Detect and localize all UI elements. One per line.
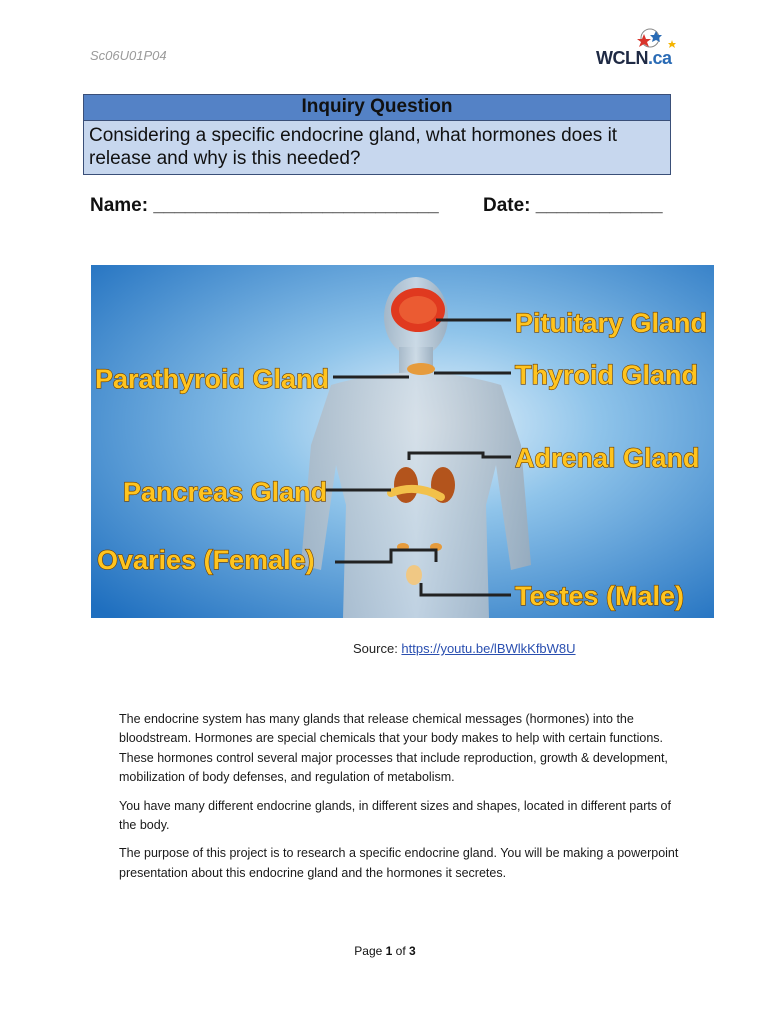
wcln-logo [596, 28, 696, 72]
logo-stars-icon [596, 28, 696, 50]
body-text [119, 710, 679, 892]
endocrine-system-figure [91, 265, 714, 618]
label-testes-male: Testes (Male) [515, 581, 685, 611]
inquiry-question-box [83, 94, 671, 175]
source-link[interactable]: https://youtu.be/lBWlkKfbW8U [401, 641, 576, 656]
footer-page-word: Page [354, 944, 386, 958]
footer-of-word: of [392, 944, 410, 958]
endocrine-diagram [91, 265, 714, 618]
name-field[interactable]: Name: ___________________________ [90, 195, 439, 216]
label-pituitary-gland: Pituitary Gland [515, 308, 708, 338]
inquiry-title: Inquiry Question [84, 95, 670, 121]
logo-text-suffix: .ca [647, 48, 672, 68]
page-footer [0, 944, 770, 958]
paragraph-glands-location: You have many different endocrine glands, in different sizes and shapes, located in different parts of the body. [119, 798, 671, 833]
thyroid-icon [407, 363, 435, 375]
inquiry-question-line1: Considering a specific endocrine gland, what hormones does it [89, 125, 618, 146]
date-field[interactable]: Date: ____________ [483, 195, 663, 216]
label-pancreas-gland: Pancreas Gland [123, 477, 328, 507]
label-parathyroid-gland: Parathyroid Gland [95, 364, 330, 394]
label-ovaries-female: Ovaries (Female) [97, 545, 315, 575]
footer-page-total: 3 [409, 944, 416, 958]
logo-text-main: WCLN [596, 48, 648, 68]
paragraph-endocrine-intro: The endocrine system has many glands that release chemical messages (hormones) into the bloodstream. Hormones are special chemicals that your body makes to help with certain functions. These hormones control several major processes that include reproduction, growth & development, mobilization of body defenses, and regulation of metabolism. [119, 712, 668, 785]
label-thyroid-gland: Thyroid Gland [515, 360, 699, 390]
inquiry-question-line2: release and why is this needed? [89, 148, 361, 169]
label-adrenal-gland: Adrenal Gland [515, 443, 700, 473]
logo-text [596, 48, 672, 69]
source-credit [353, 641, 576, 656]
paragraph-project-purpose: The purpose of this project is to research a specific endocrine gland. You will be making a powerpoint presentation about this endocrine gland and the hormones it secretes. [119, 846, 679, 880]
source-prefix: Source: [353, 641, 402, 656]
document-code: Sc06U01P04 [90, 48, 167, 63]
inquiry-question [84, 121, 670, 174]
testes-icon [406, 565, 422, 585]
footer-page-number: 1 [385, 944, 393, 958]
